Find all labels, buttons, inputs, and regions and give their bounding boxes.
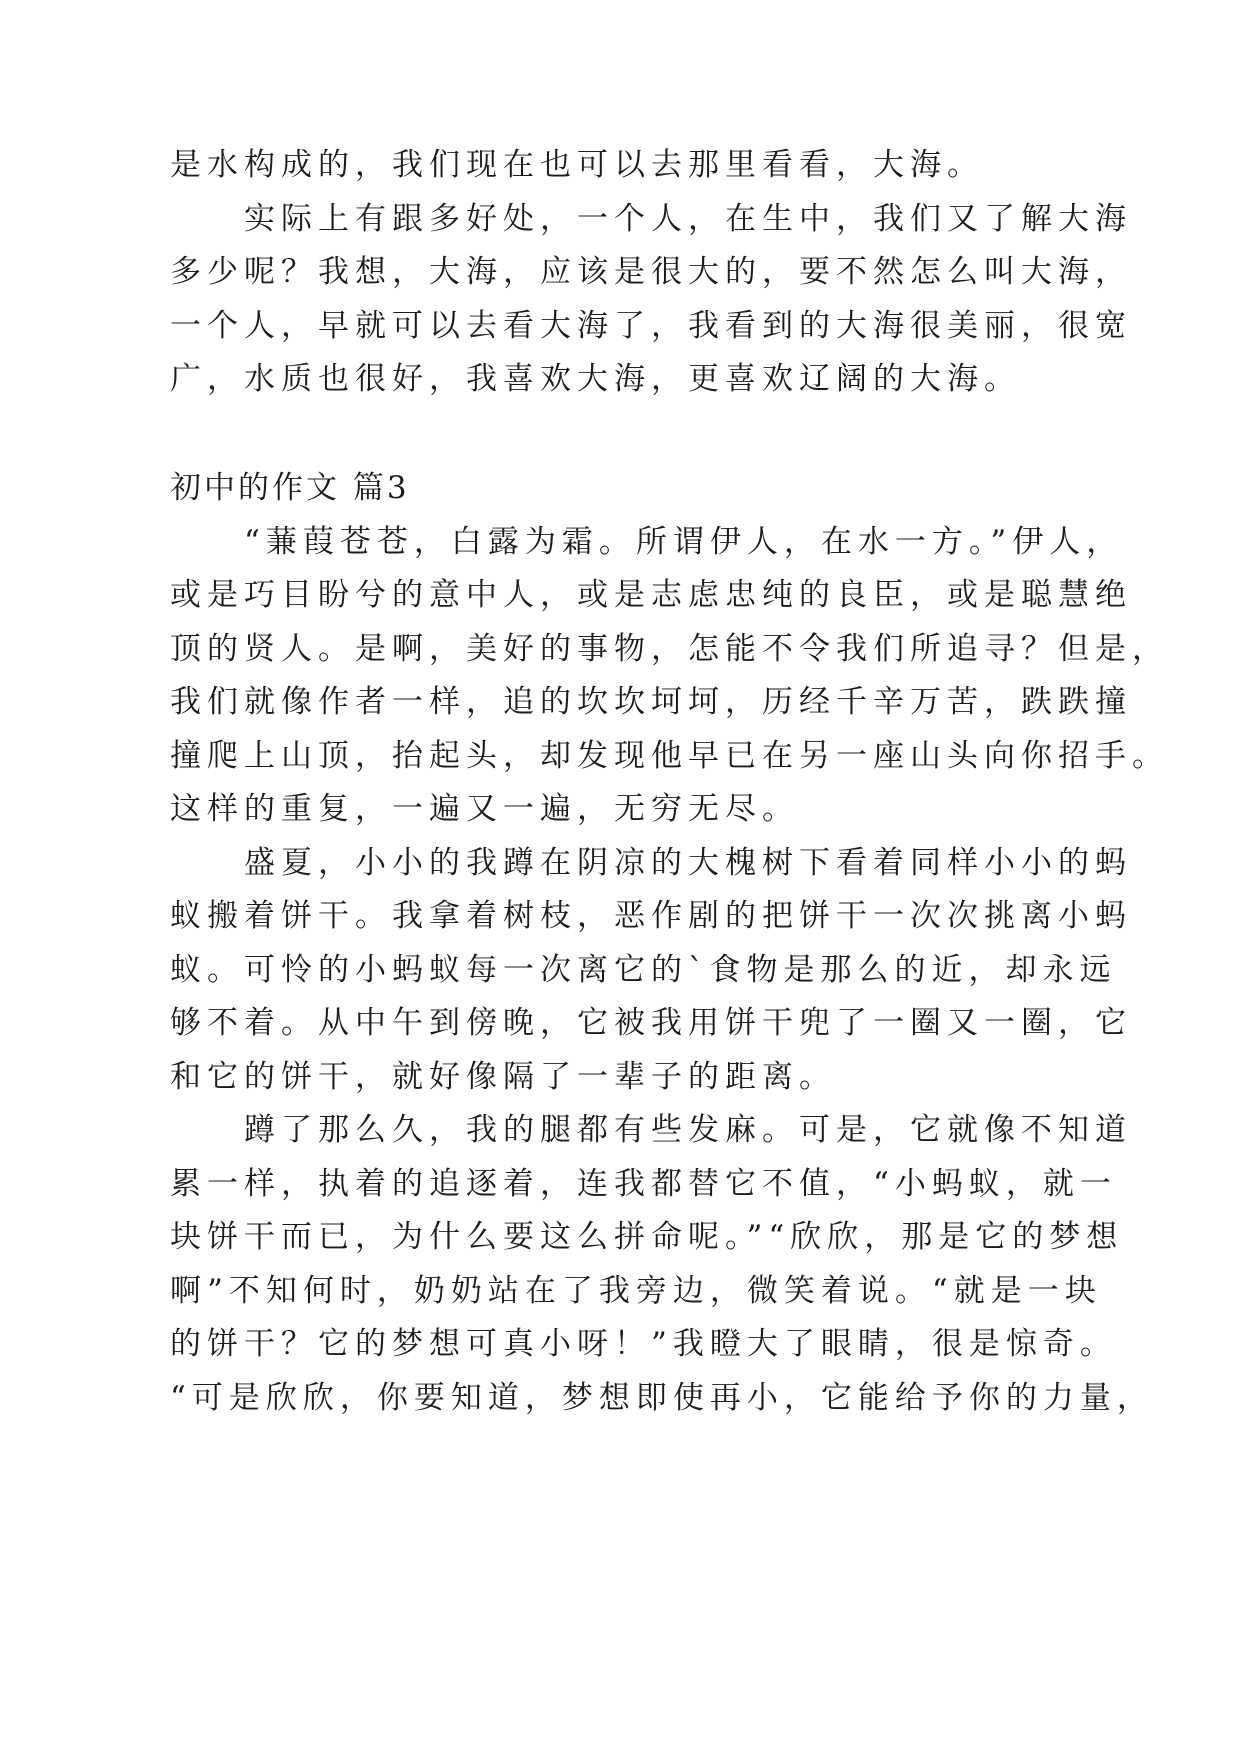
text-line: 的饼干？它的梦想可真小呀！”我瞪大了眼睛，很是惊奇。 <box>170 1326 1117 1362</box>
text-line: 蚁。可怜的小蚂蚁每一次离它的`食物是那么的近，却永远 <box>170 952 1117 988</box>
text-line: 实际上有跟多好处，一个人，在生中，我们又了解大海 <box>170 201 1132 237</box>
text-line: 块饼干而已，为什么要这么拼命呢。”“欣欣，那是它的梦想 <box>170 1219 1124 1255</box>
text-line: 或是巧目盼兮的意中人，或是志虑忠纯的良臣，或是聪慧绝 <box>170 577 1132 613</box>
text-line: 这样的重复，一遍又一遍，无穷无尽。 <box>170 791 799 827</box>
text-line: 蹲了那么久，我的腿都有些发麻。可是，它就像不知道 <box>170 1112 1132 1148</box>
text-line: 我们就像作者一样，追的坎坎坷坷，历经千辛万苦，跌跌撞 <box>170 684 1132 720</box>
text-line: 啊”不知何时，奶奶站在了我旁边，微笑着说。“就是一块 <box>170 1273 1102 1309</box>
text-line: 撞爬上山顶，抬起头，却发现他早已在另一座山头向你招手。 <box>170 738 1169 774</box>
text-line: 是水构成的，我们现在也可以去那里看看，大海。 <box>170 147 984 183</box>
section-heading: 初中的作文 篇3 <box>170 470 410 506</box>
text-line: 多少呢？我想，大海，应该是很大的，要不然怎么叫大海， <box>170 254 1132 290</box>
text-line: 够不着。从中午到傍晚，它被我用饼干兜了一圈又一圈，它 <box>170 1005 1132 1041</box>
text-line: 盛夏，小小的我蹲在阴凉的大槐树下看着同样小小的蚂 <box>170 845 1132 881</box>
text-line: “蒹葭苍苍，白露为霜。所谓伊人，在水一方。”伊人， <box>170 524 1124 560</box>
text-line: 累一样，执着的追逐着，连我都替它不值，“小蚂蚁，就一 <box>170 1166 1117 1202</box>
text-line: 顶的贤人。是啊，美好的事物，怎能不令我们所追寻？但是， <box>170 631 1169 667</box>
text-line: 蚁搬着饼干。我拿着树枝，恶作剧的把饼干一次次挑离小蚂 <box>170 898 1132 934</box>
text-line: 广，水质也很好，我喜欢大海，更喜欢辽阔的大海。 <box>170 361 1021 397</box>
text-line: 和它的饼干，就好像隔了一辈子的距离。 <box>170 1059 836 1095</box>
text-line: 一个人，早就可以去看大海了，我看到的大海很美丽，很宽 <box>170 308 1132 344</box>
text-line: “可是欣欣，你要知道，梦想即使再小，它能给予你的力量， <box>170 1380 1154 1416</box>
